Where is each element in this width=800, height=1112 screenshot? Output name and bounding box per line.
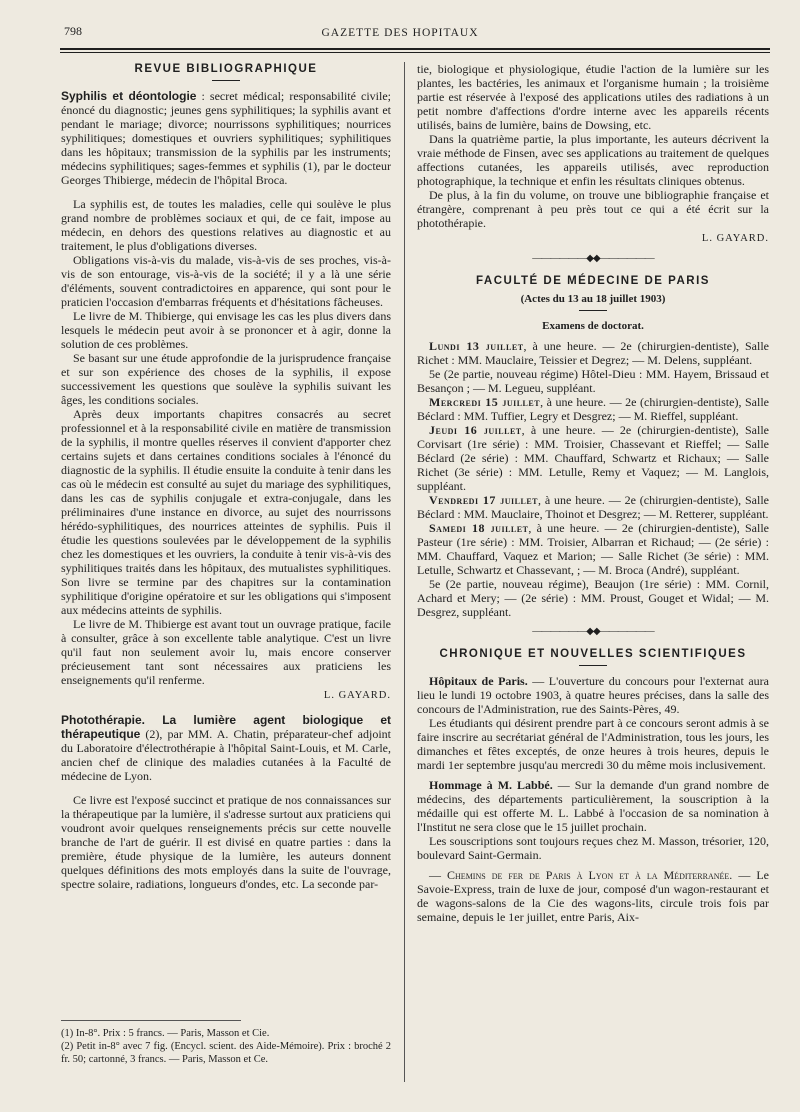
footnotes [61, 1020, 391, 1066]
review2-title: Photothérapie. La lumière agent biologique et thérapeutique [61, 713, 391, 741]
review2-signature: L. GAYARD. [701, 233, 769, 244]
news-text: — Sur la demande d'un grand nombre de médecins, des départements particulièrement, la souscription à la médaille qui est offerte M. L. Labbé à l'occasion de sa nomination à l'Institut ne sera close que le 15 juillet prochain. [417, 778, 770, 834]
news-item [417, 868, 769, 924]
ornament-divider: ——————◆◆—————— [532, 253, 654, 264]
exam-entry [417, 423, 769, 493]
left-column [61, 62, 391, 891]
exam-text: , à une heure. — 2e (chirurgien-dentiste), Salle Béclard : MM. Tuffier, Legry et Desgrez; — M. Rieffel, suppléant. [417, 395, 769, 423]
review2-continued: tie, biologique et physiologique, étudie l'action de la lumière sur les plantes, les bactéries, les animaux et l'organisme humain ; la troisième partie est réservée à l'exposé des applications utiles des radiations à un petit nombre d'affections d'ordre interne avec les appareils récents utilisés, bains de lumière, bains de Dowsing, etc. [417, 62, 769, 132]
exam-text: , à une heure. — 2e (chirurgien-dentiste), Salle Corvisart (1re série) : MM. Troisier, Chassevant et Rieffel; — Salle Béclard (2e série) : MM. Chauffard, Schwartz et Richaux; — Salle Richet (3e série) : MM. Letulle, Remy et Vaquez; — M. Langlois, suppléant. [417, 423, 769, 493]
exam-entry [417, 339, 769, 367]
news-item [417, 834, 769, 862]
news-text: — Le Savoie-Express, train de luxe de jour, composé d'un wagon-restaurant et de wagons-salons de la Cie des wagons-lits, circule trois fois par semaine, depuis le 1er juillet, entre Paris, Aix- [417, 868, 770, 924]
footnote-2: (2) Petit in-8° avec 7 fig. (Encycl. scient. des Aide-Mémoire). Prix : broché 2 fr. 50; cartonné, 3 francs. — Paris, Masson et Ce. [61, 1041, 391, 1065]
exam-text: , à une heure. — 2e (chirurgien-dentiste), Salle Pasteur (1re série) : MM. Troisier, Albarran et Richaud; — (2e série) : MM. Chauffard, Vaquez et Marion; — Salle Richet (3e série) : MM. Letulle, Schwartz et Chassevant, ; — M. Broca (André), suppléant. [417, 521, 770, 577]
news-text: — L'ouverture du concours pour l'externat aura lieu le lundi 19 octobre 1903, à quatre heures précises, dans la salle des concours de l'Administration, rue des Saints-Pères, 49. [417, 674, 770, 716]
review1-title-rest: : secret médical; responsabilité civile; énoncé du diagnostic; jeunes gens syphilitiques; la syphilis avant et pendant le mariage; divorce; nourrissons syphilitiques; nourrices syphilitiques; domestiques et ouvriers syphilitiques; syphilitiques dans les hôpitaux; transmission de la syphilis par les instruments; médecins syphilitiques; sages-femmes et syphilis (1), par le docteur Georges Thibierge, médecin de l'hôpital Broca. [61, 89, 392, 187]
exam-entry [417, 521, 769, 577]
exam-day: Mercredi 15 juillet [429, 395, 541, 409]
review2-title-rest: (2), par MM. A. Chatin, préparateur-chef adjoint du Laboratoire d'électrothérapie à l'hôpital Saint-Louis, et M. Carle, ancien chef de clinique des maladies cutanées à la Faculté de médecine de Lyon. [61, 727, 391, 783]
news-text: Les étudiants qui désirent prendre part à ce concours seront admis à se faire inscrire au secrétariat général de l'Administration, tous les jours, les dimanches et fêtes exceptés, de onze heures à trois heures, depuis le mardi 1er septembre jusqu'au mercredi 30 du même mois inclusivement. [417, 716, 769, 772]
news-lead: Hommage à M. Labbé. [429, 778, 553, 792]
section-title-revue: REVUE BIBLIOGRAPHIQUE [134, 63, 318, 75]
right-column [417, 62, 769, 924]
review2-heading [61, 713, 391, 783]
exam-entry [417, 395, 769, 423]
exam-text: , à une heure. — 2e (chirurgien-dentiste), Salle Béclard : MM. Mauclaire, Thoinot et Desgrez; — M. Retterer, suppléant. [417, 493, 769, 521]
running-title: GAZETTE DES HOPITAUX [321, 27, 479, 39]
exam-day: Samedi 18 juillet [429, 521, 529, 535]
exam-day: Lundi 13 juillet [429, 339, 524, 353]
section-title-faculte: FACULTÉ DE MÉDECINE DE PARIS [476, 275, 710, 287]
section-rule [579, 665, 607, 666]
review1-heading [61, 89, 391, 187]
news-item [417, 778, 769, 834]
news-text: Les souscriptions sont toujours reçues chez M. Masson, trésorier, 120, boulevard Saint-Germain. [417, 834, 769, 862]
news-item [417, 674, 769, 716]
news-item [417, 716, 769, 772]
review1-paragraph: Le livre de M. Thibierge est avant tout un ouvrage pratique, facile à consulter, grâce à son excellente table analytique. C'est un livre qu'il faut non seulement avoir lu, mais encore conserver précieusement tant sont nécessaires aux praticiens les enseignements qu'il renferme. [61, 617, 391, 687]
review2-continued: De plus, à la fin du volume, on trouve une bibliographie française et étrangère, comprenant à peu près tout ce qui a été écrit sur la photothérapie. [417, 188, 769, 230]
review1-paragraph: Après deux importants chapitres consacrés au secret professionnel et à la responsabilité civile en matière de transmission de la syphilis, il montre quelles réserves il convient d'apporter chez certains sujets et dans certaines conditions sociales à l'énoncé du diagnostic de la syphilis. Il étudie ensuite la conduite à tenir dans les cas où le médecin est consulté au sujet du mariage des syphilitiques, dans les cas de syphilis conjugale et extra-conjugale, dans les préliminaires d'une instance en divorce, au sujet des nourrissons hérédo-syphilitiques, des nourrices atteintes de syphilis. Puis il étudie les questions soulevées par le développement de la syphilis chez les domestiques et les ouvriers, la conduite à tenir vis-à-vis des syphilitiques traités dans les hôpitaux, des mutualistes syphilitiques. Son livre se termine par des chapitres sur la contamination syphilitique d'origine opératoire et sur les obligations qui s'imposent aux médecins atteints de syphilis. [61, 407, 391, 617]
news-lead: — Chemins de fer de Paris à Lyon et à la Méditerranée. [429, 868, 733, 882]
faculte-subtitle: (Actes du 13 au 18 juillet 1903) [520, 293, 666, 305]
review2-continued: Dans la quatrième partie, la plus importante, les auteurs décrivent la vraie méthode de Finsen, avec ses applications au traitement de quelques affections cutanées, les appareils utilisés, avec reproduction photographique, la technique et enfin les résultats cliniques obtenus. [417, 132, 769, 188]
review1-signature: L. GAYARD. [323, 690, 391, 701]
exam-entry [417, 493, 769, 521]
exam-text: 5e (2e partie, nouveau régime), Beaujon (1re série) : MM. Cornil, Achard et Mery; — (2e série) : MM. Proust, Gouget et Widal; — M. Desgrez, suppléant. [417, 577, 769, 619]
exam-entry [417, 577, 769, 619]
exam-entry [417, 367, 769, 395]
exams-heading: Examens de doctorat. [542, 320, 644, 332]
exam-day: Jeudi 16 juillet [429, 423, 522, 437]
news-lead: Hôpitaux de Paris. [429, 674, 528, 688]
review1-paragraph: Se basant sur une étude approfondie de la jurisprudence française et sur son expérience des choses de la syphilis, il expose successivement les questions que soulève la syphilis suivant les âges, les conditions sociales. [61, 351, 391, 407]
exam-text: , à une heure. — 2e (chirurgien-dentiste), Salle Richet : MM. Mauclaire, Teissier et Degrez; — M. Delens, suppléant. [417, 339, 770, 367]
review1-title: Syphilis et déontologie [61, 89, 197, 103]
exam-day: Vendredi 17 juillet [429, 493, 538, 507]
review1-paragraph: Obligations vis-à-vis du malade, vis-à-vis de ses proches, vis-à-vis de son entourage, vis-à-vis de la société; il y a là une série d'éléments, souvent contradictoires en apparence, qui sont pour le praticien l'occasion d'embarras fréquents et d'hésitations fâcheuses. [61, 253, 391, 309]
ornament-divider: ——————◆◆—————— [532, 626, 654, 637]
review1-paragraph: Le livre de M. Thibierge, qui envisage les cas les plus divers dans lesquels le médecin peut avoir à se prononcer et à agir, donne la solution de ces problèmes. [61, 309, 391, 351]
exam-text: 5e (2e partie, nouveau régime) Hôtel-Dieu : MM. Hayem, Brissaud et Besançon ; — M. Legueu, suppléant. [417, 367, 769, 395]
section-rule [579, 310, 607, 311]
header-rule [60, 48, 770, 53]
column-divider [404, 62, 405, 1082]
review1-paragraph: La syphilis est, de toutes les maladies, celle qui soulève le plus grand nombre de problèmes sociaux et qui, de ce fait, impose au médecin, en dehors des questions relatives au diagnostic et au traitement, le plus d'obligations diverses. [61, 197, 391, 253]
section-rule [212, 80, 240, 81]
footnote-rule [61, 1020, 241, 1021]
page-number: 798 [64, 24, 82, 38]
section-title-chronique: CHRONIQUE ET NOUVELLES SCIENTIFIQUES [439, 648, 747, 660]
review2-paragraph: Ce livre est l'exposé succinct et pratique de nos connaissances sur la thérapeutique par la lumière, il s'adresse surtout aux praticiens qui voudront avoir quelques renseignements précis sur cette nouvelle branche de l'art de guérir. Il est divisé en quatre parties : dans la première, étude physique de la lumière, les auteurs donnent quelques définitions des mots employés dans la suite de l'ouvrage, spectre solaire, radiations, longueurs d'ondes, etc. La seconde par- [61, 793, 391, 891]
footnote-1: (1) In-8°. Prix : 5 francs. — Paris, Masson et Cie. [61, 1028, 270, 1039]
